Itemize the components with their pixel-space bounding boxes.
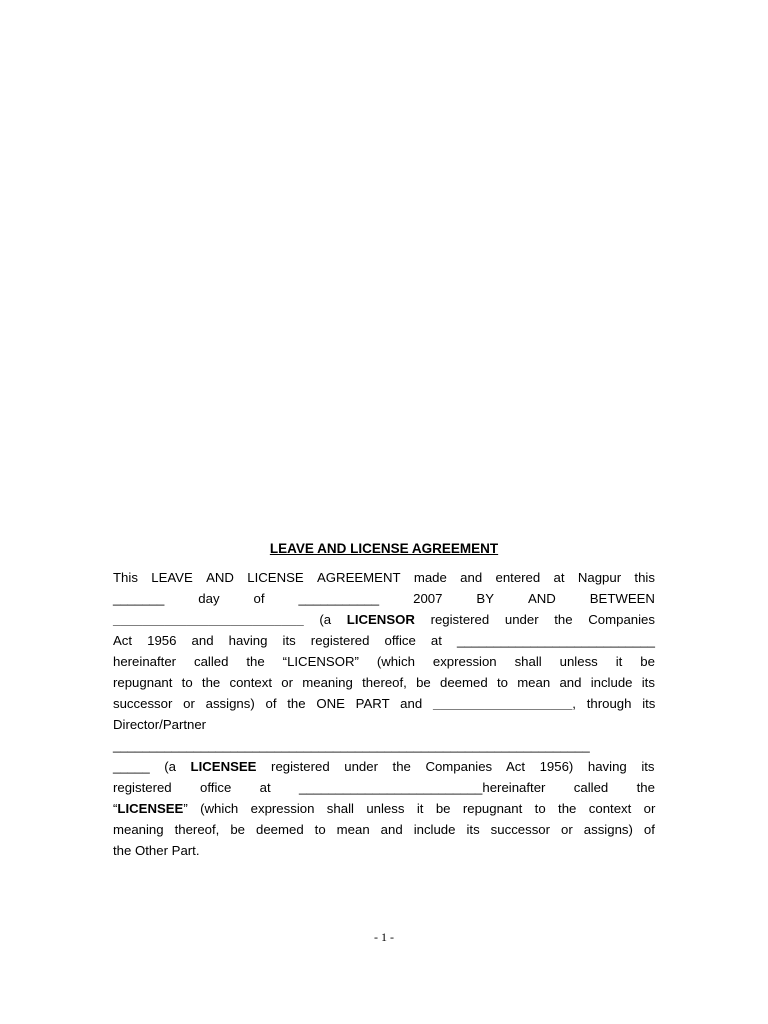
paragraph-line <box>113 651 655 672</box>
word: to <box>181 675 193 690</box>
word: called <box>573 780 609 795</box>
word: the <box>201 675 221 690</box>
word: be <box>230 822 245 837</box>
bold-text: __________________________ <box>113 612 304 627</box>
word: office <box>200 780 232 795</box>
word: and <box>191 633 214 648</box>
word: deemed <box>440 675 488 690</box>
word: be <box>640 654 655 669</box>
paragraph-line <box>113 756 655 777</box>
word: AND <box>527 591 556 606</box>
word: or <box>281 675 294 690</box>
word: _______ <box>113 591 165 606</box>
paragraph-line <box>113 777 655 798</box>
word: Act <box>113 633 133 648</box>
word: _________________________hereinafter <box>299 780 546 795</box>
word: expression <box>432 654 497 669</box>
word: mean <box>517 675 551 690</box>
word: Nagpur <box>577 570 622 585</box>
word: to <box>314 822 326 837</box>
text-segment: , through its <box>572 696 656 711</box>
word: and <box>380 822 403 837</box>
word: and <box>460 570 483 585</box>
word: be <box>416 675 431 690</box>
text-segment: successor or assigns) of the ONE PART and <box>113 696 433 711</box>
document-title: LEAVE AND LICENSE AGREEMENT <box>269 541 499 556</box>
paragraph-line <box>113 693 655 714</box>
word: of <box>643 822 655 837</box>
paragraph-line: the Other Part. <box>113 843 200 858</box>
word: repugnant <box>113 675 173 690</box>
text-segment: registered under the Companies Act 1956) having its <box>256 759 655 774</box>
word: thereof, <box>174 822 220 837</box>
word: deemed <box>256 822 304 837</box>
word: at <box>553 570 565 585</box>
word: ___________________________ <box>456 633 655 648</box>
word: mean <box>336 822 370 837</box>
word: meaning <box>113 822 164 837</box>
paragraph-line <box>113 588 655 609</box>
word: office <box>384 633 416 648</box>
word: registered <box>310 633 370 648</box>
word: entered <box>495 570 541 585</box>
word: or <box>561 822 573 837</box>
word: its <box>466 822 480 837</box>
text-segment: (a <box>303 612 347 627</box>
word: of <box>253 591 265 606</box>
word: its <box>282 633 296 648</box>
word: BETWEEN <box>589 591 655 606</box>
word: this <box>634 570 655 585</box>
word: (which <box>376 654 415 669</box>
paragraph-line <box>113 567 655 588</box>
word: at <box>430 633 442 648</box>
word: thereof, <box>362 675 407 690</box>
paragraph-line <box>113 672 655 693</box>
paragraph-line <box>113 609 655 630</box>
word: and <box>559 675 582 690</box>
word: LEAVE <box>151 570 193 585</box>
word: registered <box>113 780 172 795</box>
word: “LICENSOR” <box>282 654 359 669</box>
word: called <box>193 654 229 669</box>
word: 1956 <box>147 633 177 648</box>
word: AND <box>206 570 234 585</box>
word: context <box>229 675 273 690</box>
agreement-paragraph <box>113 567 655 861</box>
paragraph-line <box>113 819 655 840</box>
word: unless <box>559 654 598 669</box>
paragraph-line: _________________________________________________________________ <box>113 738 590 753</box>
paragraph-line: Director/Partner <box>113 717 207 732</box>
text-segment: registered under the Companies <box>414 612 655 627</box>
word: include <box>413 822 456 837</box>
word: its <box>641 675 655 690</box>
word: at <box>259 780 271 795</box>
text-segment: “ <box>113 801 118 816</box>
word: AGREEMENT <box>317 570 401 585</box>
word: the <box>246 654 265 669</box>
paragraph-line <box>113 630 655 651</box>
word: to <box>496 675 508 690</box>
page-number: - 1 - <box>374 930 394 944</box>
paragraph-line <box>113 798 655 819</box>
word: include <box>590 675 633 690</box>
bold-text: LICENSOR <box>346 612 415 627</box>
word: made <box>413 570 447 585</box>
text-segment: _____ (a <box>113 759 191 774</box>
word: meaning <box>302 675 353 690</box>
word: ___________ <box>298 591 380 606</box>
bold-text: LICENSEE <box>117 801 184 816</box>
word: 2007 <box>413 591 443 606</box>
word: hereinafter <box>113 654 177 669</box>
word: This <box>113 570 138 585</box>
word: it <box>615 654 623 669</box>
word: having <box>228 633 268 648</box>
bold-text: LICENSEE <box>190 759 257 774</box>
bold-text: ___________________ <box>432 696 573 711</box>
word: LICENSE <box>247 570 304 585</box>
text-segment: ” (which expression shall unless it be repugnant to the context or <box>183 801 656 816</box>
word: assigns) <box>583 822 633 837</box>
word: shall <box>514 654 542 669</box>
word: BY <box>476 591 494 606</box>
word: the <box>636 780 655 795</box>
word: day <box>198 591 220 606</box>
word: successor <box>490 822 551 837</box>
